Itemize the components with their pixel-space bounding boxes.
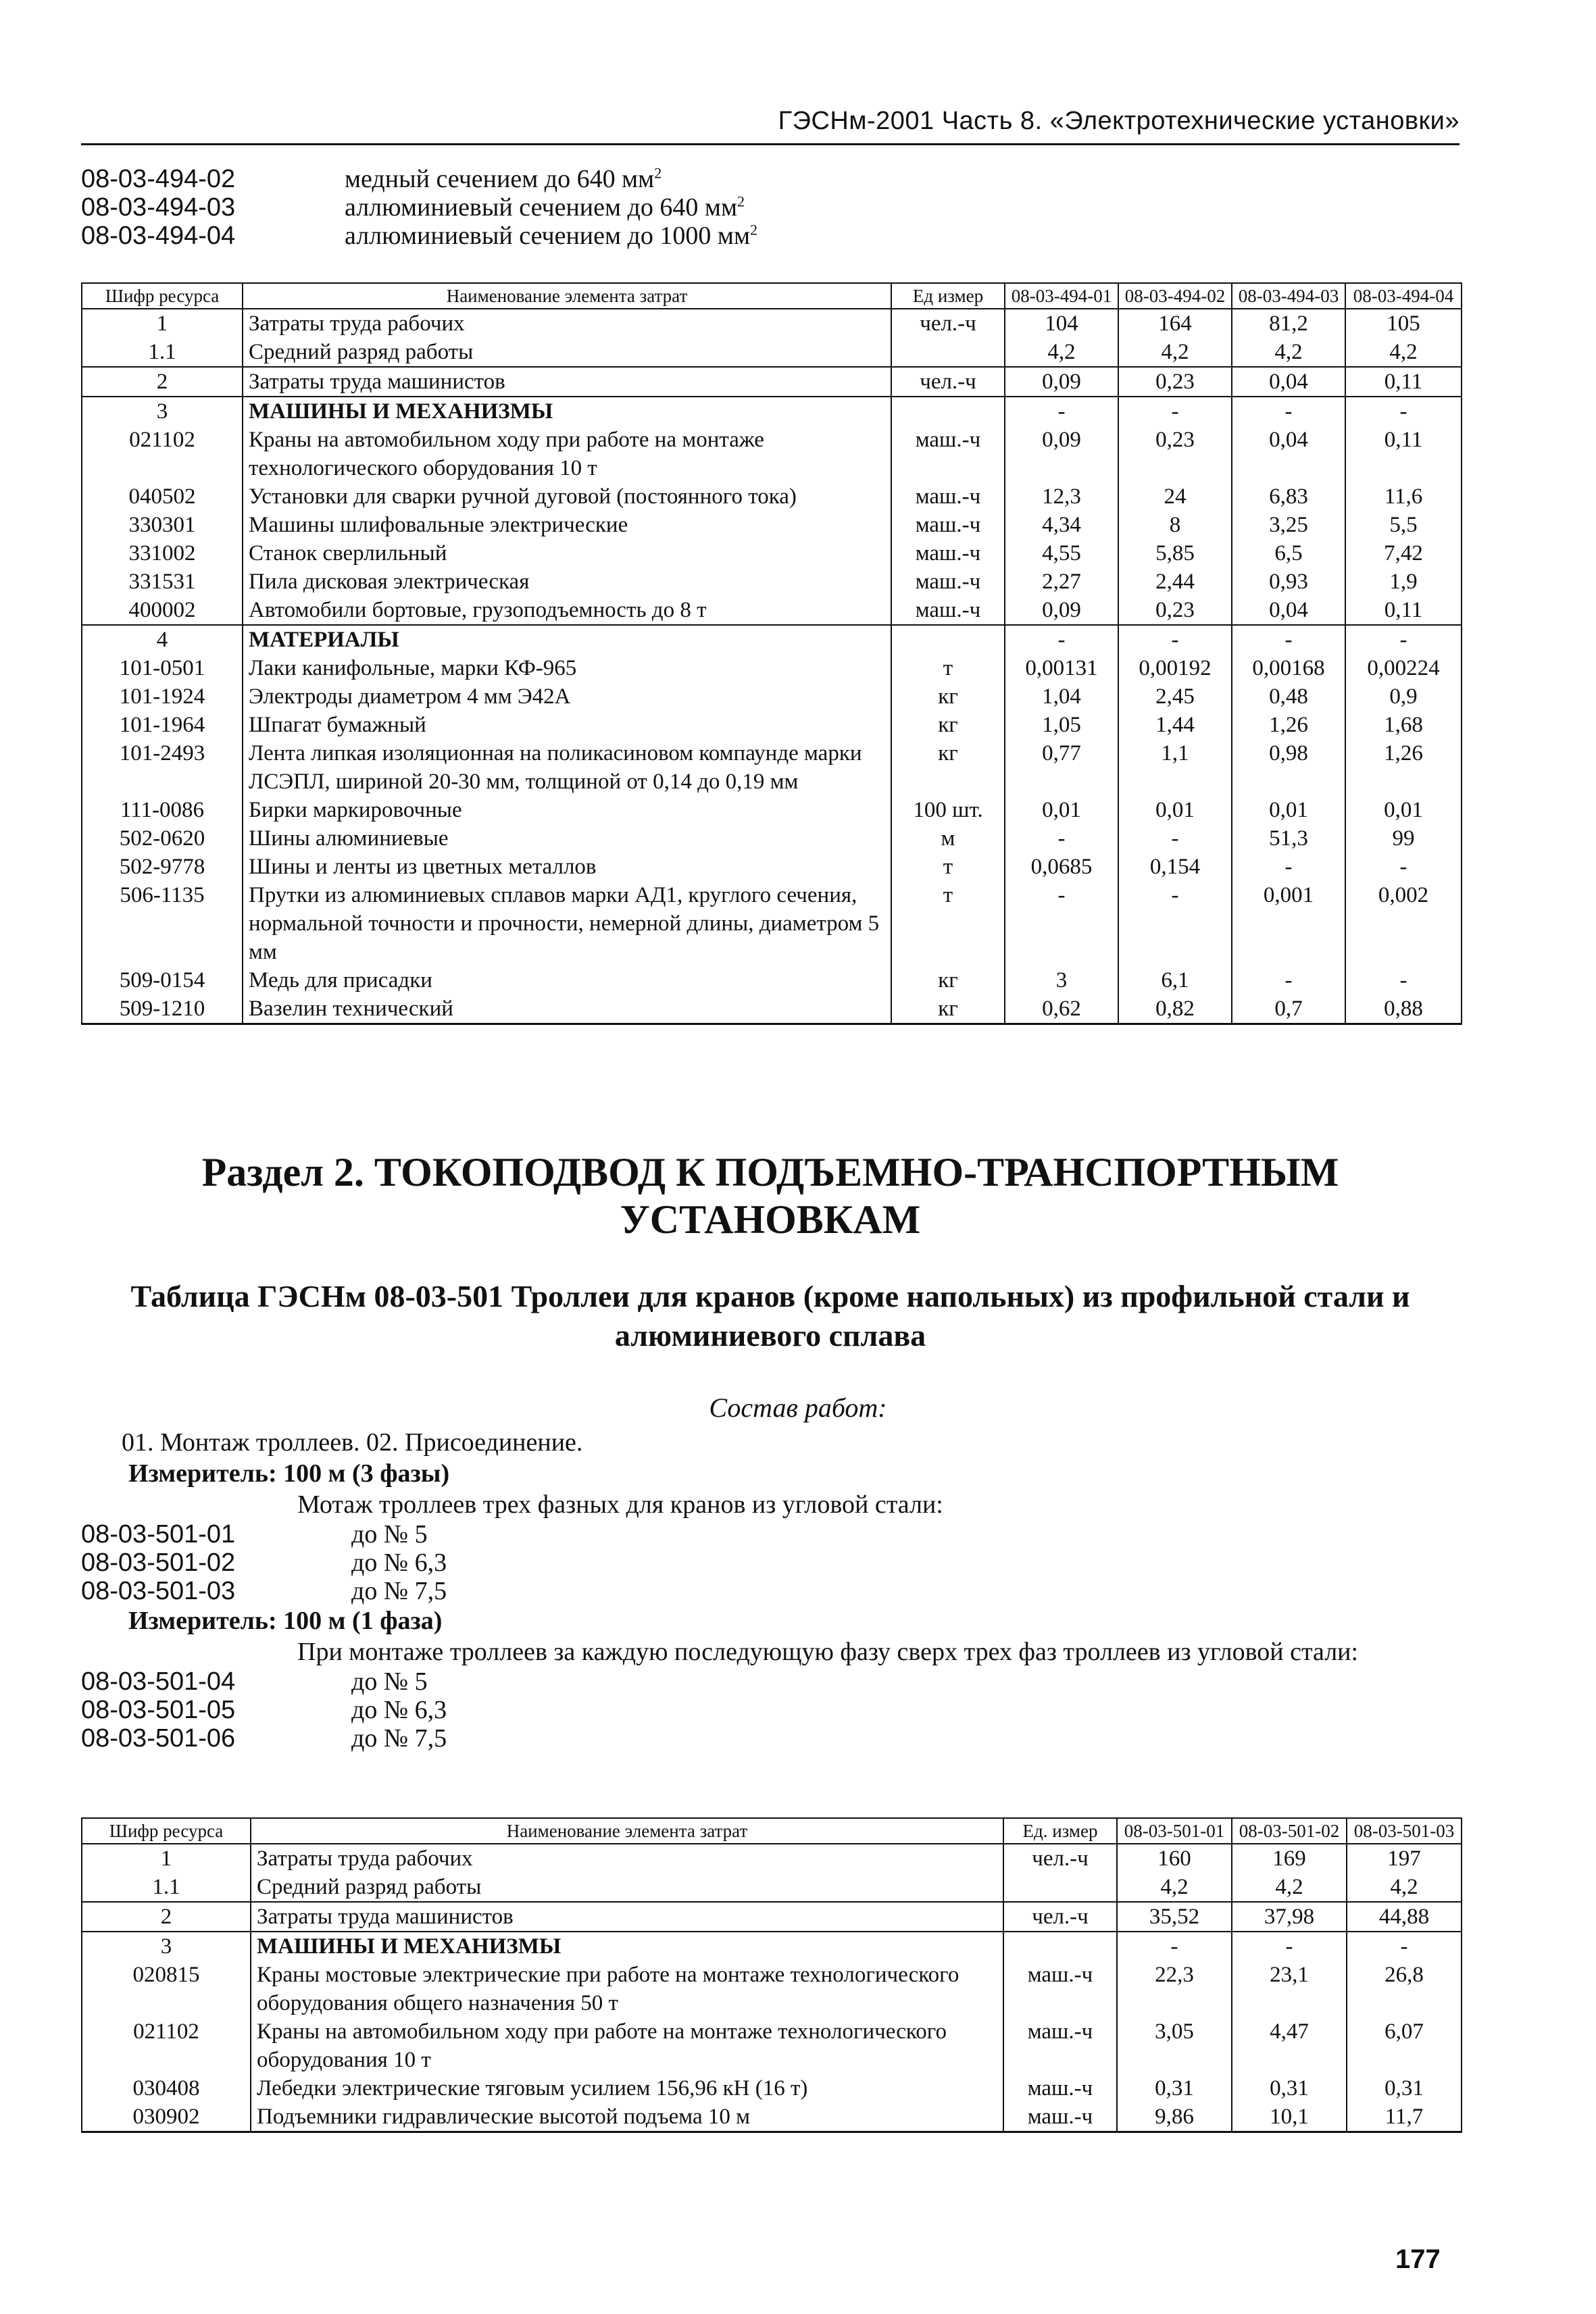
resource-value: 0,62 (1005, 995, 1118, 1024)
resource-value: 35,52 (1117, 1902, 1232, 1932)
resource-value: 1,26 (1232, 711, 1345, 739)
resource-unit: 100 шт. (891, 796, 1005, 824)
resource-name: Затраты труда рабочих (251, 1844, 1003, 1873)
resource-name: Медь для присадки (243, 966, 891, 995)
resource-unit: т (891, 654, 1005, 682)
resource-value: 22,3 (1117, 1961, 1232, 2017)
resource-code: 4 (82, 625, 243, 654)
resource-unit: маш.-ч (891, 568, 1005, 596)
code-line (81, 1577, 1460, 1605)
table-row (82, 568, 1462, 596)
resource-value: - (1232, 397, 1345, 426)
table-row (82, 338, 1462, 367)
header-cell: 08-03-494-01 (1005, 283, 1118, 309)
resource-value: 0,00131 (1005, 654, 1118, 682)
resource-unit: маш.-ч (891, 511, 1005, 539)
resource-value: 0,09 (1005, 367, 1118, 397)
top-code-list (81, 165, 757, 250)
resource-value: 0,00224 (1345, 654, 1462, 682)
header-cell: 08-03-501-01 (1117, 1818, 1232, 1844)
resource-value: 0,31 (1232, 2074, 1347, 2103)
resource-value: 4,2 (1117, 1873, 1232, 1902)
resource-value: 4,55 (1005, 539, 1118, 568)
resource-unit: чел.-ч (1003, 1902, 1117, 1932)
resource-code: 506-1135 (82, 881, 243, 966)
resource-unit: маш.-ч (1003, 2103, 1117, 2132)
resource-unit: маш.-ч (1003, 2074, 1117, 2103)
resource-value: - (1005, 824, 1118, 853)
resource-value: 0,31 (1117, 2074, 1232, 2103)
code-line (81, 1520, 1460, 1549)
table-header-row (82, 283, 1462, 309)
resource-value: - (1232, 966, 1345, 995)
resource-name: Затраты труда рабочих (243, 309, 891, 338)
resource-value: - (1347, 1932, 1462, 1961)
resource-code: 101-1964 (82, 711, 243, 739)
resource-table-2 (81, 1817, 1462, 2133)
resource-value: - (1118, 881, 1232, 966)
resource-name: Пила дисковая электрическая (243, 568, 891, 596)
table-row (82, 625, 1462, 654)
resource-name: Затраты труда машинистов (243, 367, 891, 397)
resource-unit: кг (891, 682, 1005, 711)
code-desc: аллюминиевый сечением до 640 $мм^2$ (345, 193, 745, 222)
resource-table-1 (81, 282, 1462, 1025)
resource-code: 030902 (82, 2103, 251, 2132)
resource-value: 11,7 (1347, 2103, 1462, 2132)
table-title: Таблица ГЭСНм 08-03-501 Троллеи для кранов (кроме напольных) из профильной стали и алюминиевого сплава (130, 1279, 1410, 1353)
resource-unit: маш.-ч (1003, 1961, 1117, 2017)
resource-code: 1 (82, 309, 243, 338)
resource-value: 4,34 (1005, 511, 1118, 539)
table-row (82, 682, 1462, 711)
resource-value: 0,01 (1232, 796, 1345, 824)
code-desc: до № 6,3 (351, 1696, 447, 1724)
resource-value: - (1345, 853, 1462, 881)
resource-code: 111-0086 (82, 796, 243, 824)
resource-value: - (1345, 966, 1462, 995)
resource-value: 4,2 (1345, 338, 1462, 367)
resource-value: - (1118, 397, 1232, 426)
resource-code: 040502 (82, 482, 243, 511)
resource-value: 0,82 (1118, 995, 1232, 1024)
resource-value: 164 (1118, 309, 1232, 338)
resource-value: 0,001 (1232, 881, 1345, 966)
resource-code: 400002 (82, 596, 243, 625)
resource-code: 020815 (82, 1961, 251, 2017)
resource-name: Лаки канифольные, марки КФ-965 (243, 654, 891, 682)
resource-unit: маш.-ч (1003, 2017, 1117, 2074)
resource-value: - (1118, 625, 1232, 654)
code-desc: медный сечением до 640 $мм^2$ (345, 164, 662, 193)
table-row (82, 824, 1462, 853)
resource-code: 502-9778 (82, 853, 243, 881)
code-line (81, 222, 757, 250)
code: 08-03-501-06 (81, 1724, 236, 1753)
header-cell: Шифр ресурса (82, 1818, 251, 1844)
resource-code: 331002 (82, 539, 243, 568)
resource-code: 101-2493 (82, 739, 243, 796)
resource-value: 81,2 (1232, 309, 1345, 338)
table-row (82, 539, 1462, 568)
resource-name: Затраты труда машинистов (251, 1902, 1003, 1932)
resource-name: Краны мостовые электрические при работе на монтаже технологического оборудования общего назначения 50 т (251, 1961, 1003, 2017)
resource-unit (1003, 1873, 1117, 1902)
code: 08-03-501-04 (81, 1667, 236, 1696)
resource-value: 0,00168 (1232, 654, 1345, 682)
resource-value: 1,04 (1005, 682, 1118, 711)
code: 08-03-501-02 (81, 1549, 236, 1577)
resource-name: Прутки из алюминиевых сплавов марки АД1, круглого сечения, нормальной точности и прочности, немерной длины, диаметром 5 мм (243, 881, 891, 966)
resource-value: 1,9 (1345, 568, 1462, 596)
resource-value: 4,2 (1118, 338, 1232, 367)
code-desc: до № 5 (351, 1520, 428, 1549)
table-header-row (82, 1818, 1462, 1844)
resource-name: Подъемники гидравлические высотой подъема 10 м (251, 2103, 1003, 2132)
resource-name: Лебедки электрические тяговым усилием 156,96 кН (16 т) (251, 2074, 1003, 2103)
resource-value: 104 (1005, 309, 1118, 338)
header-cell: 08-03-494-02 (1118, 283, 1232, 309)
code-line (81, 1667, 1460, 1696)
resource-value: 0,04 (1232, 426, 1345, 482)
resource-value: 37,98 (1232, 1902, 1347, 1932)
resource-value: 0,04 (1232, 596, 1345, 625)
table-row (82, 1844, 1462, 1873)
header-cell: 08-03-501-02 (1232, 1818, 1347, 1844)
resource-name: Шпагат бумажный (243, 711, 891, 739)
resource-value: 0,93 (1232, 568, 1345, 596)
resource-value: 12,3 (1005, 482, 1118, 511)
code-desc: аллюминиевый сечением до 1000 $мм^2$ (345, 221, 757, 250)
resource-value: 0,04 (1232, 367, 1345, 397)
resource-value: 1,26 (1345, 739, 1462, 796)
resource-value: 6,07 (1347, 2017, 1462, 2074)
resource-value: - (1345, 625, 1462, 654)
code-line (81, 1696, 1460, 1724)
resource-unit: м (891, 824, 1005, 853)
resource-code: 021102 (82, 426, 243, 482)
resource-value: 10,1 (1232, 2103, 1347, 2132)
header-cell: 08-03-494-03 (1232, 283, 1345, 309)
page-number: 177 (1395, 2244, 1441, 2274)
resource-code: 3 (82, 397, 243, 426)
resource-value: 0,01 (1005, 796, 1118, 824)
resource-unit: т (891, 853, 1005, 881)
resource-value: 7,42 (1345, 539, 1462, 568)
resource-value: 4,2 (1005, 338, 1118, 367)
resource-value: 1,1 (1118, 739, 1232, 796)
resource-value: 2,45 (1118, 682, 1232, 711)
resource-value: 5,85 (1118, 539, 1232, 568)
resource-value: 105 (1345, 309, 1462, 338)
resource-name: Шины и ленты из цветных металлов (243, 853, 891, 881)
resource-value: 3 (1005, 966, 1118, 995)
resource-unit: т (891, 881, 1005, 966)
code-desc: до № 6,3 (351, 1549, 447, 1577)
resource-value: 160 (1117, 1844, 1232, 1873)
code-desc: до № 5 (351, 1667, 428, 1696)
code-line (81, 1549, 1460, 1577)
resource-value: - (1232, 853, 1345, 881)
resource-value: 0,00192 (1118, 654, 1232, 682)
resource-value: 2,44 (1118, 568, 1232, 596)
resource-unit: маш.-ч (891, 482, 1005, 511)
resource-code: 3 (82, 1932, 251, 1961)
resource-value: 5,5 (1345, 511, 1462, 539)
table-row (82, 2103, 1462, 2132)
work-description (81, 1427, 1460, 1753)
resource-unit: маш.-ч (891, 596, 1005, 625)
header-cell: Наименование элемента затрат (243, 283, 891, 309)
resource-value: 0,9 (1345, 682, 1462, 711)
resource-value: 0,11 (1345, 596, 1462, 625)
resource-value: 0,11 (1345, 367, 1462, 397)
resource-value: - (1232, 625, 1345, 654)
resource-value: - (1117, 1932, 1232, 1961)
code-desc: до № 7,5 (351, 1724, 447, 1753)
group-title: При монтаже троллеев за каждую последующую фазу сверх трех фаз троллеев из угловой стали: (297, 1638, 1359, 1666)
resource-name: Автомобили бортовые, грузоподъемность до 8 т (243, 596, 891, 625)
resource-name: МАТЕРИАЛЫ (243, 625, 891, 654)
resource-value: 0,7 (1232, 995, 1345, 1024)
resource-unit: кг (891, 711, 1005, 739)
resource-value: 4,47 (1232, 2017, 1347, 2074)
resource-name: Шины алюминиевые (243, 824, 891, 853)
resource-code: 101-1924 (82, 682, 243, 711)
resource-value: 0,31 (1347, 2074, 1462, 2103)
resource-name: МАШИНЫ И МЕХАНИЗМЫ (251, 1932, 1003, 1961)
resource-value: 0,09 (1005, 426, 1118, 482)
resource-code: 1.1 (82, 1873, 251, 1902)
resource-code: 2 (82, 1902, 251, 1932)
table-row (82, 1932, 1462, 1961)
code: 08-03-494-02 (81, 164, 236, 193)
resource-unit (891, 338, 1005, 367)
resource-value: - (1005, 881, 1118, 966)
table-row (82, 397, 1462, 426)
table-row (82, 995, 1462, 1024)
work-composition-label: Состав работ: (709, 1392, 887, 1423)
resource-value: - (1118, 824, 1232, 853)
resource-value: 0,09 (1005, 596, 1118, 625)
table-row (82, 2017, 1462, 2074)
table-row (82, 711, 1462, 739)
resource-name: МАШИНЫ И МЕХАНИЗМЫ (243, 397, 891, 426)
resource-unit: кг (891, 739, 1005, 796)
resource-value: 6,1 (1118, 966, 1232, 995)
header-cell: Шифр ресурса (82, 283, 243, 309)
resource-code: 509-1210 (82, 995, 243, 1024)
section-title: Раздел 2. ТОКОПОДВОД К ПОДЪЕМНО-ТРАНСПОРТНЫМ УСТАНОВКАМ (201, 1150, 1339, 1242)
header-title: ГЭСНм-2001 Часть 8. «Электротехнические установки» (778, 107, 1460, 135)
resource-value: 0,01 (1345, 796, 1462, 824)
resource-value: 0,002 (1345, 881, 1462, 966)
group-title: Мотаж троллеев трех фазных для кранов из угловой стали: (297, 1490, 943, 1519)
resource-value: 99 (1345, 824, 1462, 853)
table-row (82, 966, 1462, 995)
code: 08-03-501-03 (81, 1577, 236, 1605)
code: 08-03-501-01 (81, 1520, 236, 1549)
code-desc: до № 7,5 (351, 1577, 447, 1605)
header-cell: Ед измер (891, 283, 1005, 309)
resource-value: - (1005, 397, 1118, 426)
resource-code: 502-0620 (82, 824, 243, 853)
table-row (82, 881, 1462, 966)
resource-name: Установки для сварки ручной дуговой (постоянного тока) (243, 482, 891, 511)
resource-value: 0,154 (1118, 853, 1232, 881)
resource-value: 24 (1118, 482, 1232, 511)
resource-name: Краны на автомобильном ходу при работе на монтаже технологического оборудования 10 т (243, 426, 891, 482)
resource-name: Станок сверлильный (243, 539, 891, 568)
resource-code: 509-0154 (82, 966, 243, 995)
code: 08-03-494-03 (81, 193, 236, 222)
resource-value: 197 (1347, 1844, 1462, 1873)
code: 08-03-494-04 (81, 221, 236, 250)
resource-name: Средний разряд работы (243, 338, 891, 367)
resource-code: 1 (82, 1844, 251, 1873)
measure-line: Измеритель: 100 м (3 фазы) (128, 1459, 450, 1488)
resource-code: 330301 (82, 511, 243, 539)
resource-name: Средний разряд работы (251, 1873, 1003, 1902)
resource-code: 101-0501 (82, 654, 243, 682)
resource-value: 44,88 (1347, 1902, 1462, 1932)
resource-unit: маш.-ч (891, 539, 1005, 568)
table-row (82, 482, 1462, 511)
resource-value: 3,05 (1117, 2017, 1232, 2074)
resource-value: - (1345, 397, 1462, 426)
resource-value: 8 (1118, 511, 1232, 539)
resource-value: 0,23 (1118, 367, 1232, 397)
table-row (82, 2074, 1462, 2103)
resource-value: 2,27 (1005, 568, 1118, 596)
resource-unit: кг (891, 966, 1005, 995)
resource-code: 030408 (82, 2074, 251, 2103)
resource-code: 331531 (82, 568, 243, 596)
table-row (82, 1873, 1462, 1902)
table-row (82, 739, 1462, 796)
header-cell: Наименование элемента затрат (251, 1818, 1003, 1844)
resource-value: 0,98 (1232, 739, 1345, 796)
resource-unit: кг (891, 995, 1005, 1024)
table-row (82, 654, 1462, 682)
code: 08-03-501-05 (81, 1696, 236, 1724)
resource-value: 0,88 (1345, 995, 1462, 1024)
table-row (82, 853, 1462, 881)
resource-value: 4,2 (1347, 1873, 1462, 1902)
resource-value: - (1005, 625, 1118, 654)
resource-value: 3,25 (1232, 511, 1345, 539)
table-row (82, 426, 1462, 482)
resource-value: 1,44 (1118, 711, 1232, 739)
resource-value: 1,05 (1005, 711, 1118, 739)
table-row (82, 309, 1462, 338)
resource-code: 021102 (82, 2017, 251, 2074)
resource-name: Вазелин технический (243, 995, 891, 1024)
code-line (81, 193, 757, 222)
resource-unit (891, 625, 1005, 654)
resource-unit (1003, 1932, 1117, 1961)
header-cell: 08-03-494-04 (1345, 283, 1462, 309)
resource-code: 1.1 (82, 338, 243, 367)
resource-value: 4,2 (1232, 1873, 1347, 1902)
running-header (81, 107, 1460, 145)
resource-value: 11,6 (1345, 482, 1462, 511)
resource-value: 4,2 (1232, 338, 1345, 367)
resource-unit: чел.-ч (1003, 1844, 1117, 1873)
resource-value: 0,11 (1345, 426, 1462, 482)
code-line (81, 1724, 1460, 1753)
header-cell: 08-03-501-03 (1347, 1818, 1462, 1844)
resource-name: Машины шлифовальные электрические (243, 511, 891, 539)
resource-value: 0,77 (1005, 739, 1118, 796)
resource-name: Бирки маркировочные (243, 796, 891, 824)
resource-value: 51,3 (1232, 824, 1345, 853)
measure-line: Измеритель: 100 м (1 фаза) (128, 1607, 443, 1635)
resource-value: 169 (1232, 1844, 1347, 1873)
resource-name: Краны на автомобильном ходу при работе на монтаже технологического оборудования 10 т (251, 2017, 1003, 2074)
resource-value: 1,68 (1345, 711, 1462, 739)
resource-unit: чел.-ч (891, 309, 1005, 338)
resource-unit (891, 397, 1005, 426)
resource-value: 6,83 (1232, 482, 1345, 511)
table-row (82, 511, 1462, 539)
code-line (81, 165, 757, 193)
header-cell: Ед. измер (1003, 1818, 1117, 1844)
table-row (82, 1902, 1462, 1932)
resource-value: 0,23 (1118, 426, 1232, 482)
resource-value: 6,5 (1232, 539, 1345, 568)
resource-value: 0,48 (1232, 682, 1345, 711)
resource-value: 0,23 (1118, 596, 1232, 625)
resource-value: 0,01 (1118, 796, 1232, 824)
resource-value: - (1232, 1932, 1347, 1961)
resource-value: 26,8 (1347, 1961, 1462, 2017)
resource-value: 9,86 (1117, 2103, 1232, 2132)
work-composition-text: 01. Монтаж троллеев. 02. Присоединение. (122, 1428, 583, 1457)
table-row (82, 796, 1462, 824)
table-row (82, 596, 1462, 625)
resource-value: 0,0685 (1005, 853, 1118, 881)
resource-name: Электроды диаметром 4 мм Э42А (243, 682, 891, 711)
resource-value: 23,1 (1232, 1961, 1347, 2017)
resource-unit: маш.-ч (891, 426, 1005, 482)
resource-unit: чел.-ч (891, 367, 1005, 397)
table-row (82, 1961, 1462, 2017)
table-row (82, 367, 1462, 397)
resource-code: 2 (82, 367, 243, 397)
resource-name: Лента липкая изоляционная на поликасиновом компаунде марки ЛСЭПЛ, шириной 20-30 мм, толщиной от 0,14 до 0,19 мм (243, 739, 891, 796)
